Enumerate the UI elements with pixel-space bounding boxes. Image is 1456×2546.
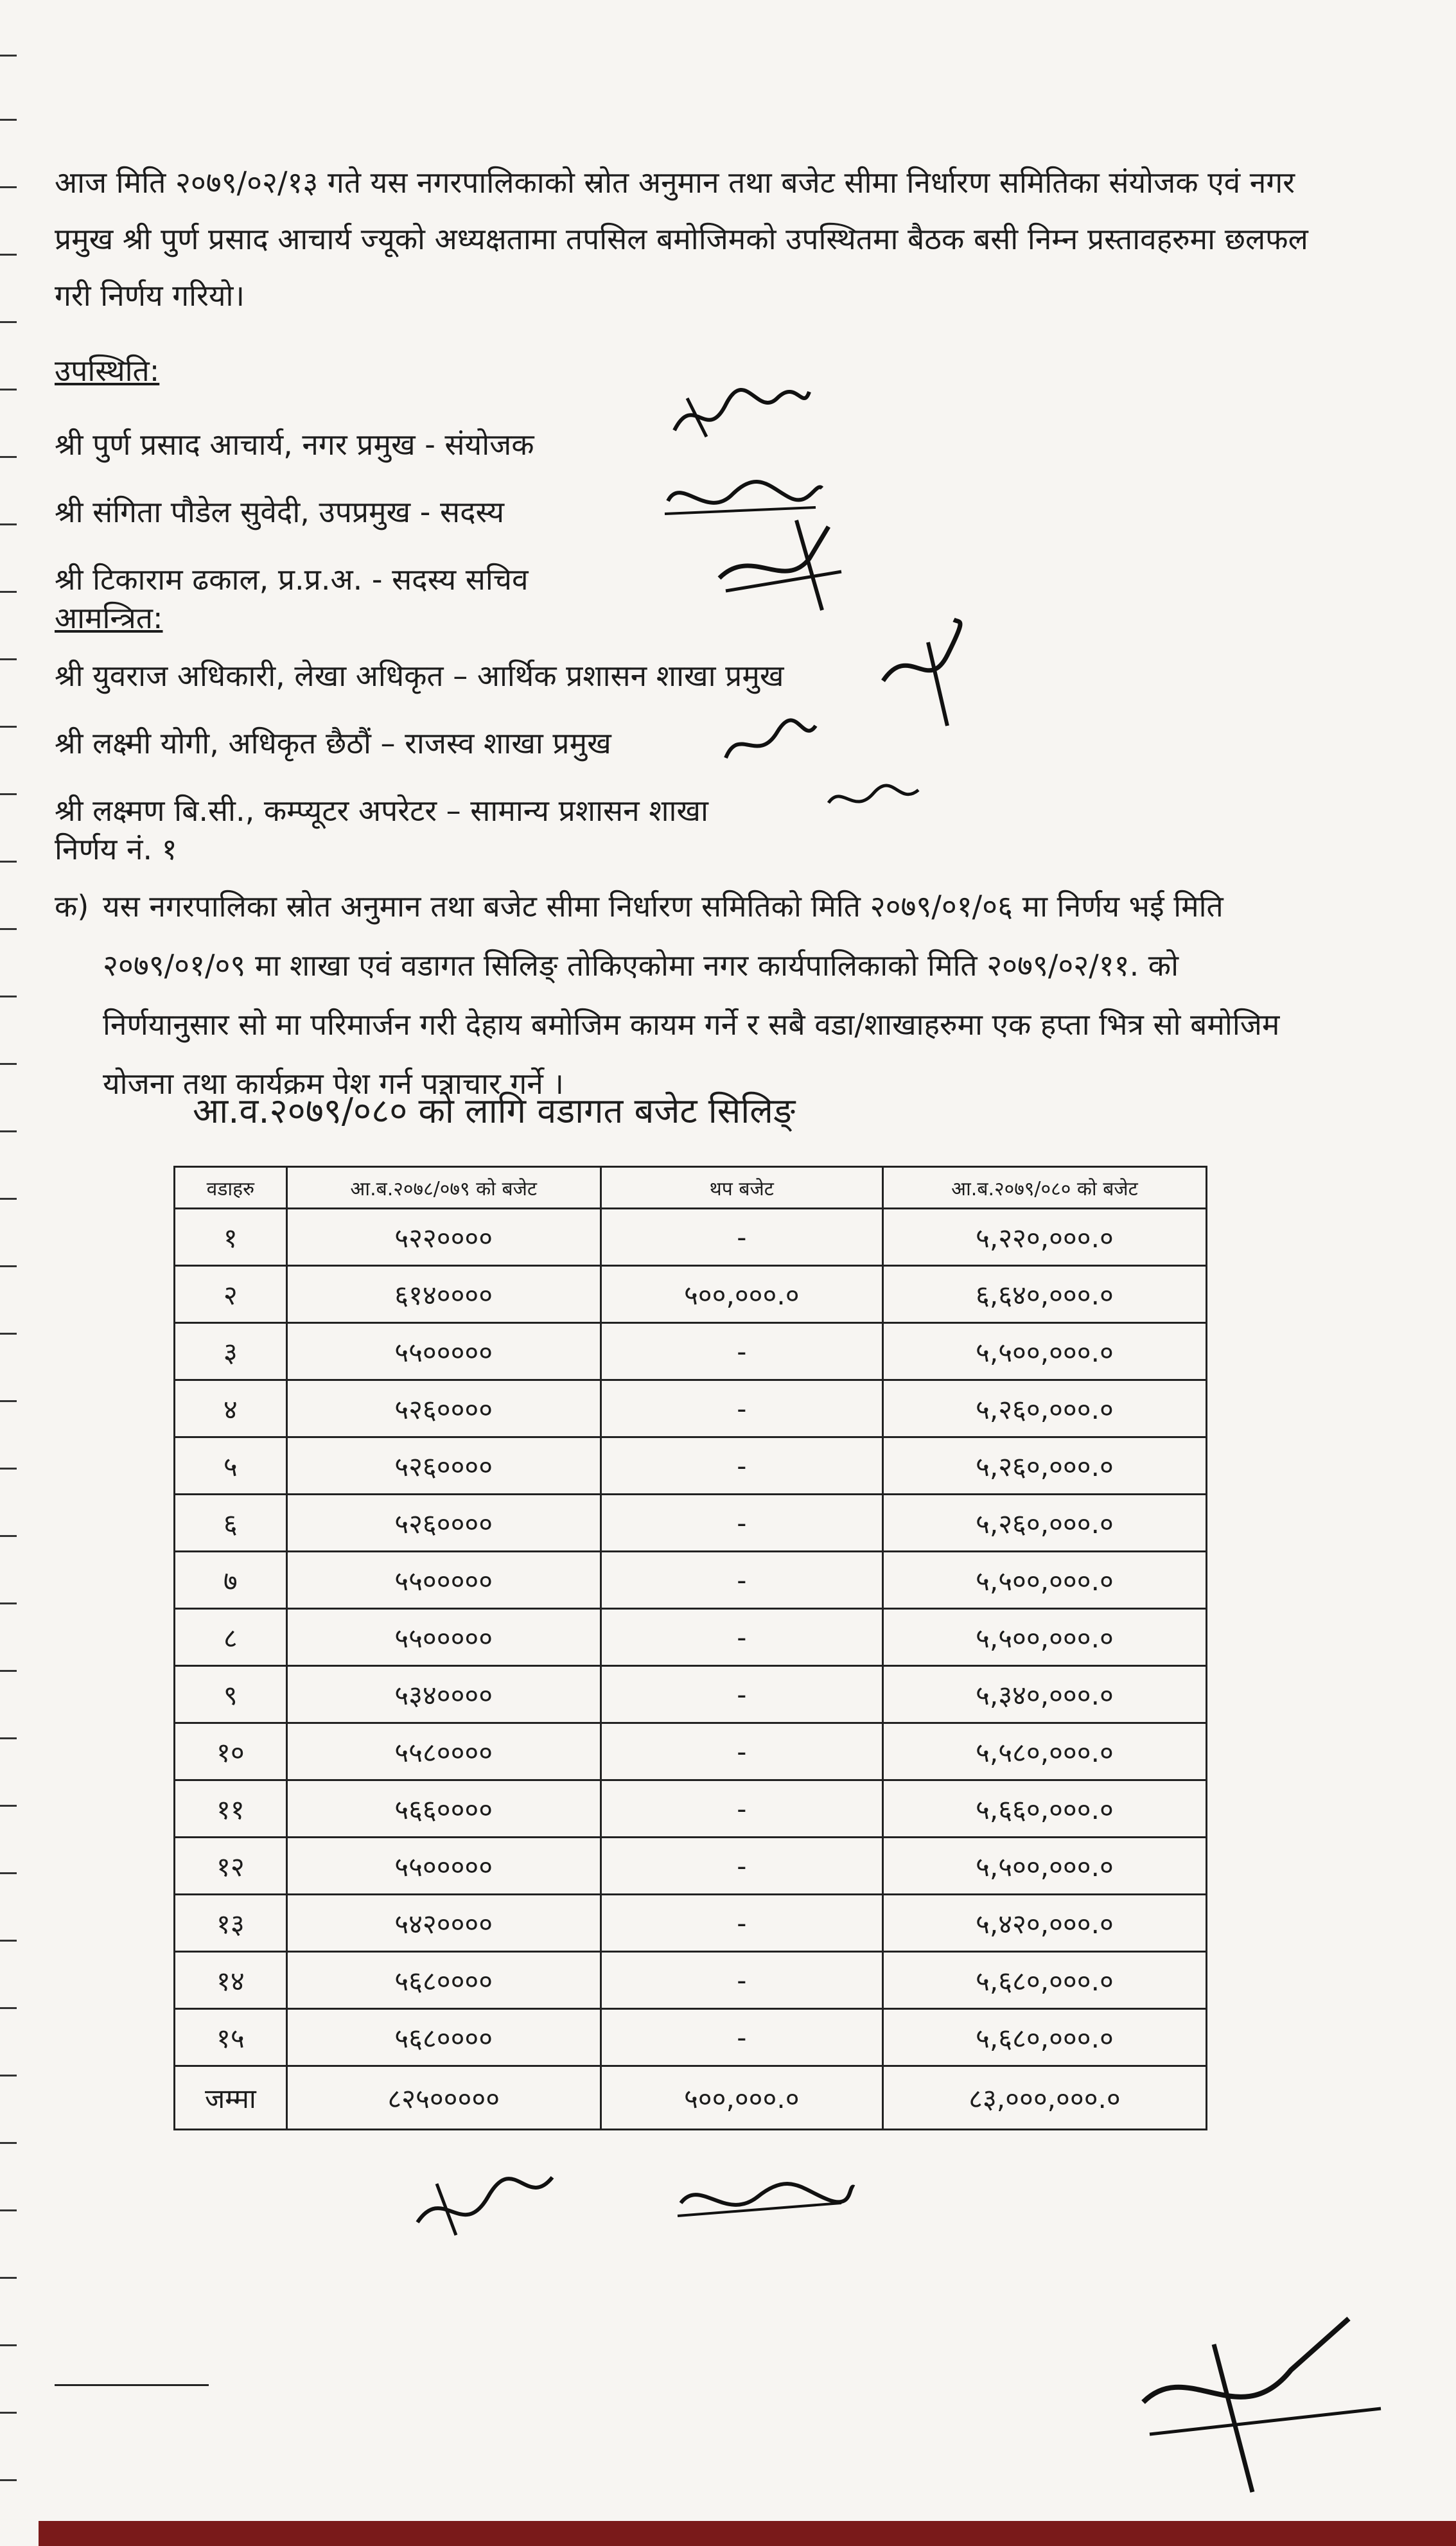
cell-prev-budget: ५२६०००० — [286, 1437, 601, 1495]
ward-budget-table — [173, 1166, 1207, 2130]
cell-additional-budget: - — [601, 2009, 882, 2066]
table-row — [175, 1666, 1207, 1723]
cell-ward: १५ — [175, 2009, 287, 2066]
cell-ward: ७ — [175, 1552, 287, 1609]
cell-prev-budget: ५५००००० — [286, 1609, 601, 1666]
cell-new-budget: ५,६८०,०००.० — [882, 2009, 1206, 2066]
invitees-heading: आमन्त्रित: — [55, 601, 163, 635]
cell-ward: १२ — [175, 1838, 287, 1895]
budget-table-title: आ.व.२०७९/०८० को लागि वडागत बजेट सिलिङ् — [193, 1091, 796, 1131]
invitees-list — [55, 642, 784, 845]
cell-prev-budget: ५६८०००० — [286, 2009, 601, 2066]
cell-additional-budget: - — [601, 1895, 882, 1952]
header-new-budget: आ.ब.२०७९/०८० को बजेट — [882, 1167, 1206, 1209]
cell-new-budget: ५,२२०,०००.० — [882, 1209, 1206, 1266]
cell-additional-budget: - — [601, 1609, 882, 1666]
margin-rule-marks — [0, 0, 26, 2546]
cell-prev-budget: ५६८०००० — [286, 1952, 601, 2009]
cell-prev-budget: ५२६०००० — [286, 1380, 601, 1437]
cell-ward: ३ — [175, 1323, 287, 1380]
signature-bottom-cao — [1137, 2306, 1394, 2498]
cell-additional-budget: - — [601, 1495, 882, 1552]
signature-revenue-chief — [719, 713, 829, 771]
decision-heading: निर्णय नं. १ — [55, 832, 177, 866]
table-row — [175, 1895, 1207, 1952]
cell-new-budget: ५,५८०,०००.० — [882, 1723, 1206, 1780]
signature-cao — [713, 507, 886, 617]
page-edge-strip — [39, 2521, 1456, 2546]
cell-prev-budget: ५३४०००० — [286, 1666, 601, 1723]
cell-new-budget: ५,२६०,०००.० — [882, 1495, 1206, 1552]
header-ward: वडाहरु — [175, 1167, 287, 1209]
cell-ward: ११ — [175, 1780, 287, 1838]
cell-additional-budget: - — [601, 1952, 882, 2009]
table-row — [175, 1952, 1207, 2009]
cell-additional-budget: ५००,०००.० — [601, 1266, 882, 1323]
cell-new-budget: ५,६८०,०००.० — [882, 1952, 1206, 2009]
cell-new-budget: ५,४२०,०००.० — [882, 1895, 1206, 1952]
cell-ward: ९ — [175, 1666, 287, 1723]
table-row — [175, 1323, 1207, 1380]
cell-additional-budget: - — [601, 1209, 882, 1266]
table-row — [175, 1723, 1207, 1780]
signature-mayor — [668, 379, 816, 456]
cell-additional-budget: - — [601, 1780, 882, 1838]
attendance-list — [55, 411, 534, 613]
table-total-row — [175, 2066, 1207, 2130]
cell-additional-budget: - — [601, 1552, 882, 1609]
cell-new-budget: ५,२६०,०००.० — [882, 1380, 1206, 1437]
cell-additional-budget: - — [601, 1666, 882, 1723]
cell-prev-budget: ५६६०००० — [286, 1780, 601, 1838]
table-row — [175, 1780, 1207, 1838]
cell-ward: २ — [175, 1266, 287, 1323]
signature-bottom-mayor — [411, 2164, 565, 2248]
cell-new-budget: ६,६४०,०००.० — [882, 1266, 1206, 1323]
cell-ward: १४ — [175, 1952, 287, 2009]
total-prev-budget: ८२५००००० — [286, 2066, 601, 2130]
cell-prev-budget: ५४२०००० — [286, 1895, 601, 1952]
cell-new-budget: ५,५००,०००.० — [882, 1323, 1206, 1380]
cell-ward: १३ — [175, 1895, 287, 1952]
table-row — [175, 1266, 1207, 1323]
table-row — [175, 1380, 1207, 1437]
cell-ward: १ — [175, 1209, 287, 1266]
cell-prev-budget: ५५००००० — [286, 1552, 601, 1609]
table-body — [175, 1209, 1207, 2066]
cell-ward: ८ — [175, 1609, 287, 1666]
cell-ward: ६ — [175, 1495, 287, 1552]
decision-text: यस नगरपालिका स्रोत अनुमान तथा बजेट सीमा निर्धारण समितिको मिति २०७९/०१/०६ मा निर्णय भई मिति २०७९/०१/०९ मा शाखा एवं वडागत सिलिङ् तोकिएकोमा नगर कार्यपालिकाको मिति २०७९/०२/११. को निर्णयानुसार सो मा परिमार्जन गरी देहाय बमोजिम कायम गर्ने र सबै वडा/शाखाहरुमा एक हप्ता भित्र सो बमोजिम योजना तथा कार्यक्रम पेश गर्न पत्राचार गर्ने । — [103, 889, 1280, 1101]
cell-additional-budget: - — [601, 1380, 882, 1437]
signature-bottom-deputy — [674, 2164, 861, 2235]
cell-new-budget: ५,५००,०००.० — [882, 1838, 1206, 1895]
cell-additional-budget: - — [601, 1838, 882, 1895]
table-row — [175, 1209, 1207, 1266]
table-header-row — [175, 1167, 1207, 1209]
cell-additional-budget: - — [601, 1323, 882, 1380]
total-label: जम्मा — [175, 2066, 287, 2130]
total-new-budget: ८३,०००,०००.० — [882, 2066, 1206, 2130]
invitee-row: श्री लक्ष्मण बि.सी., कम्प्यूटर अपरेटर – सामान्य प्रशासन शाखा — [55, 793, 708, 828]
signature-computer-operator — [822, 777, 925, 822]
cell-ward: ५ — [175, 1437, 287, 1495]
table-row — [175, 1838, 1207, 1895]
invitee-row: श्री लक्ष्मी योगी, अधिकृत छैठौं – राजस्व शाखा प्रमुख — [55, 726, 611, 760]
bottom-divider — [55, 2384, 209, 2386]
cell-new-budget: ५,३४०,०००.० — [882, 1666, 1206, 1723]
decision-label: क) — [55, 889, 89, 924]
cell-new-budget: ५,२६०,०००.० — [882, 1437, 1206, 1495]
meeting-intro-paragraph: आज मिति २०७९/०२/१३ गते यस नगरपालिकाको स्रोत अनुमान तथा बजेट सीमा निर्धारण समितिका संयोजक एवं नगर प्रमुख श्री पुर्ण प्रसाद आचार्य ज्यूको अध्यक्षतामा तपसिल बमोजिमको उपस्थितमा बैठक बसी निम्न प्रस्तावहरुमा छलफल गरी निर्णय गरियो। — [55, 165, 1308, 313]
signature-account-officer — [870, 617, 973, 732]
decision-paragraph — [55, 877, 1313, 1113]
cell-additional-budget: - — [601, 1437, 882, 1495]
header-prev-budget: आ.ब.२०७८/०७९ को बजेट — [286, 1167, 601, 1209]
attendee-row: श्री टिकाराम ढकाल, प्र.प्र.अ. - सदस्य सचिव — [55, 562, 529, 597]
cell-new-budget: ५,५००,०००.० — [882, 1552, 1206, 1609]
cell-prev-budget: ५२६०००० — [286, 1495, 601, 1552]
cell-prev-budget: ५५००००० — [286, 1323, 601, 1380]
attendee-row: श्री संगिता पौडेल सुवेदी, उपप्रमुख - सदस्य — [55, 495, 505, 529]
cell-ward: ४ — [175, 1380, 287, 1437]
table-row — [175, 1437, 1207, 1495]
cell-prev-budget: ५५८०००० — [286, 1723, 601, 1780]
cell-new-budget: ५,६६०,०००.० — [882, 1780, 1206, 1838]
cell-prev-budget: ५२२०००० — [286, 1209, 601, 1266]
cell-prev-budget: ६१४०००० — [286, 1266, 601, 1323]
table-row — [175, 1495, 1207, 1552]
attendee-row: श्री पुर्ण प्रसाद आचार्य, नगर प्रमुख - संयोजक — [55, 427, 534, 462]
invitee-row: श्री युवराज अधिकारी, लेखा अधिकृत – आर्थिक प्रशासन शाखा प्रमुख — [55, 658, 784, 693]
cell-additional-budget: - — [601, 1723, 882, 1780]
cell-new-budget: ५,५००,०००.० — [882, 1609, 1206, 1666]
cell-ward: १० — [175, 1723, 287, 1780]
total-additional-budget: ५००,०००.० — [601, 2066, 882, 2130]
header-additional-budget: थप बजेट — [601, 1167, 882, 1209]
attendance-heading: उपस्थिति: — [55, 353, 160, 388]
table-row — [175, 1609, 1207, 1666]
table-row — [175, 2009, 1207, 2066]
cell-prev-budget: ५५००००० — [286, 1838, 601, 1895]
table-row — [175, 1552, 1207, 1609]
